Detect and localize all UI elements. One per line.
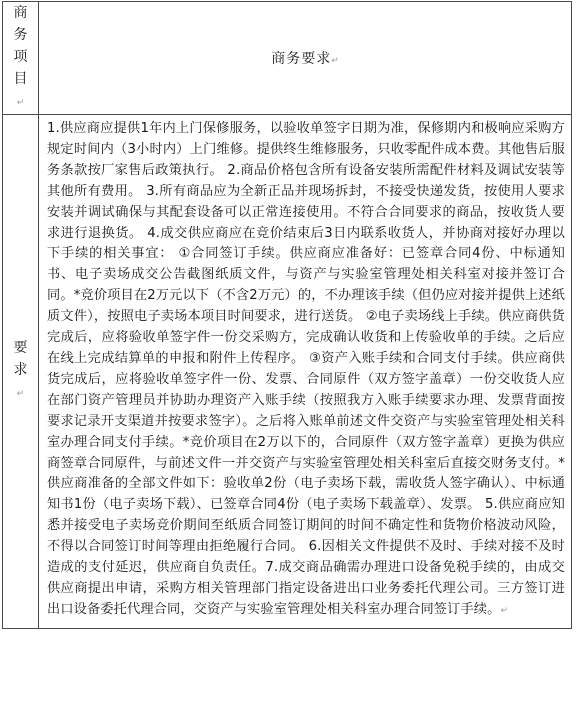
requirements-cell xyxy=(39,115,572,629)
table-header-row xyxy=(3,2,572,115)
paragraph-mark-icon: ↵ xyxy=(331,56,339,66)
header-cell-requirements xyxy=(39,2,572,115)
row-label-cell xyxy=(3,115,39,629)
paragraph-mark-icon: ↵ xyxy=(16,98,25,108)
paragraph-mark-icon: ↵ xyxy=(500,605,509,616)
requirements-paragraph xyxy=(39,115,571,628)
row-label xyxy=(13,337,29,405)
requirements-row xyxy=(3,115,572,629)
business-requirements-table xyxy=(2,1,572,629)
requirements-text: 1.供应商应提供1年内上门保修服务，以验收单签字日期为准，保修期内和极响应采购方规定时间内（3小时内）上门维修。提供终生维修服务，只收零配件成本费。其他售后服务条款按厂家售后政策执行。 2.商品价格包含所有设备安装所需配件材料及调试安装等其他所有费用。 3.所有商品应为全新正品并现场拆封，不接受快递发货，按使用人要求安装并调试确保与其配套设备可以正常连接使用。不符合合同要求的商品，按收货人要求进行退换货。 4.成交供应商应在竞价结束后3日内联系收货人，并协商对接好办理以下手续的相关事宜： ①合同签订手续。供应商应准备好：已签章合同4份、中标通知书、电子卖场成交公告截图纸质文件，与资产与实验室管理处相关科室对接并签订合同。*竞价项目在2万元以下（不含2万元）的，不办理该手续（但仍应对接并提供上述纸质文件），按照电子卖场本项目时间要求，进行送货。 ②电子卖场线上手续。供应商供货完成后，应将验收单签字件一份交采购方，完成确认收货和上传验收单的手续。之后应在线上完成结算单的申报和附件上传程序。 ③资产入账手续和合同支付手续。供应商供货完成后，应将验收单签字件一份、发票、合同原件（双方签字盖章）一份交收货人应在部门资产管理员并协助办理资产入账手续（按照我方入账手续要求办理、发票背面按要求记录开支渠道并按要求签字）。之后将入账单前述文件交资产与实验室管理处相关科室办理合同支付手续。*竞价项目在2万以下的，合同原件（双方签字盖章）更换为供应商签章合同原件，与前述文件一并交资产与实验室管理处相关科室后直接交财务支付。* 供应商准备的全部文件如下：验收单2份（电子卖场下载，需收货人签字确认）、中标通知书1份（电子卖场下载）、已签章合同4份（电子卖场下载盖章）、发票。 5.供应商应知悉并接受电子卖场竞价期间至纸质合同签订期间的时间不确定性和货物价格波动风险，不得以合同签订时间等理由拒绝履行合同。 6.因相关文件提供不及时、手续对接不及时造成的支付延迟，供应商自负责任。7.成交商品确需办理进口设备免税手续的，由成交供应商提出申请，采购方相关管理部门指定设备进出口业务委托代理公司。三方签订进出口设备委托代理合同，交资产与实验室管理处相关科室办理合同签订手续。 xyxy=(47,121,565,617)
paragraph-mark-icon: ↵ xyxy=(16,389,25,400)
header-cell-project xyxy=(3,2,39,115)
header-label-project xyxy=(13,2,29,114)
row-label-text: 要求 xyxy=(13,340,28,379)
header-left-text: 商务项目 xyxy=(13,5,28,87)
header-right-text: 商务要求 xyxy=(271,51,332,67)
